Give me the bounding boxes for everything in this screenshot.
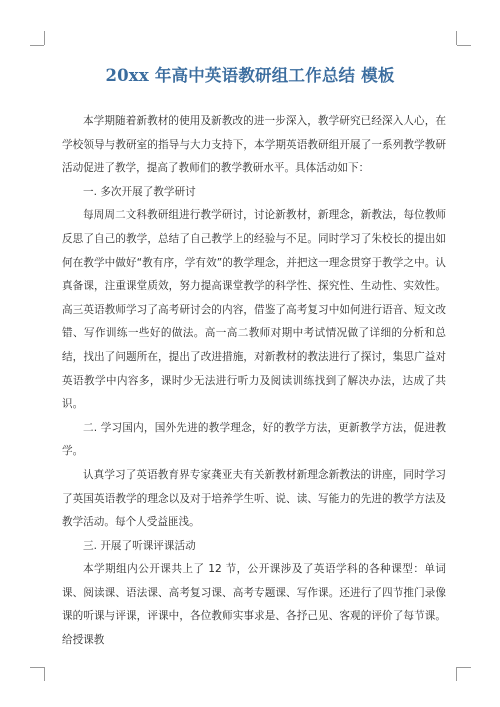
crop-mark-top-right: [456, 31, 457, 45]
intro-paragraph: 本学期随着新教材的使用及新教改的进一步深入，教学研究已经深入人心，在学校领导与教研室的指导与大力支持下，本学期英语教研组开展了一系列教学教研活动促进了教学，提高了教师们的教学教研水平。具体活动如下：: [62, 115, 446, 175]
crop-mark-top-left: [44, 31, 45, 45]
document-body: [62, 110, 446, 653]
crop-mark-bottom-right: [456, 667, 457, 681]
section-heading-3: 三. 开展了听课评课活动: [83, 539, 196, 552]
section-paragraph-3: 本学期组内公开课共上了 12 节，公开课涉及了英语学科的各种课型：单词课、阅读课、语法课、高考复习课、高考专题课、写作课。还进行了四节推门录像课的听课与评课，评课中，各位教师实事求是、各抒己见、客观的评价了每节课。给授课教: [62, 563, 446, 647]
crop-mark-bottom-right: [457, 667, 471, 668]
crop-mark-top-left: [30, 45, 44, 46]
section-heading-2: 二. 学习国内，国外先进的教学理念，好的教学方法，更新教学方法，促进教学。: [62, 421, 446, 458]
crop-mark-top-right: [457, 45, 471, 46]
crop-mark-bottom-left: [30, 667, 44, 668]
document-title: 20xx 年高中英语教研组工作总结 模板: [105, 66, 395, 85]
section-heading-1: 一. 多次开展了教学研讨: [83, 185, 196, 198]
crop-mark-bottom-left: [44, 667, 45, 681]
section-paragraph-1: 每周周二文科教研组进行教学研讨，讨论新教材，新理念，新教法，每位教师反思了自己的教学，总结了自己教学上的经验与不足。同时学习了朱校长的提出如何在教学中做好“教有序，学有效”的教学理念，并把这一理念贯穿于教学之中。认真备课，注重课堂质效，努力提高课堂教学的科学性、探究性、生动性、实效性。高三英语教师学习了高考研讨会的内容，借鉴了高考复习中如何进行语音、短文改错、写作训练一些好的做法。高一高二教师对期中考试情况做了详细的分析和总结，找出了问题所在，提出了改进措施，对新教材的教法进行了探讨，集思广益对英语教学中内容多，课时少无法进行听力及阅读训练找到了解决办法，达成了共识。: [62, 209, 446, 411]
section-paragraph-2: 认真学习了英语教育界专家龚亚夫有关新教材新理念新教法的讲座，同时学习了英国英语教学的理念以及对于培养学生听、说、读、写能力的先进的教学方法及教学活动。每个人受益匪浅。: [62, 468, 446, 529]
